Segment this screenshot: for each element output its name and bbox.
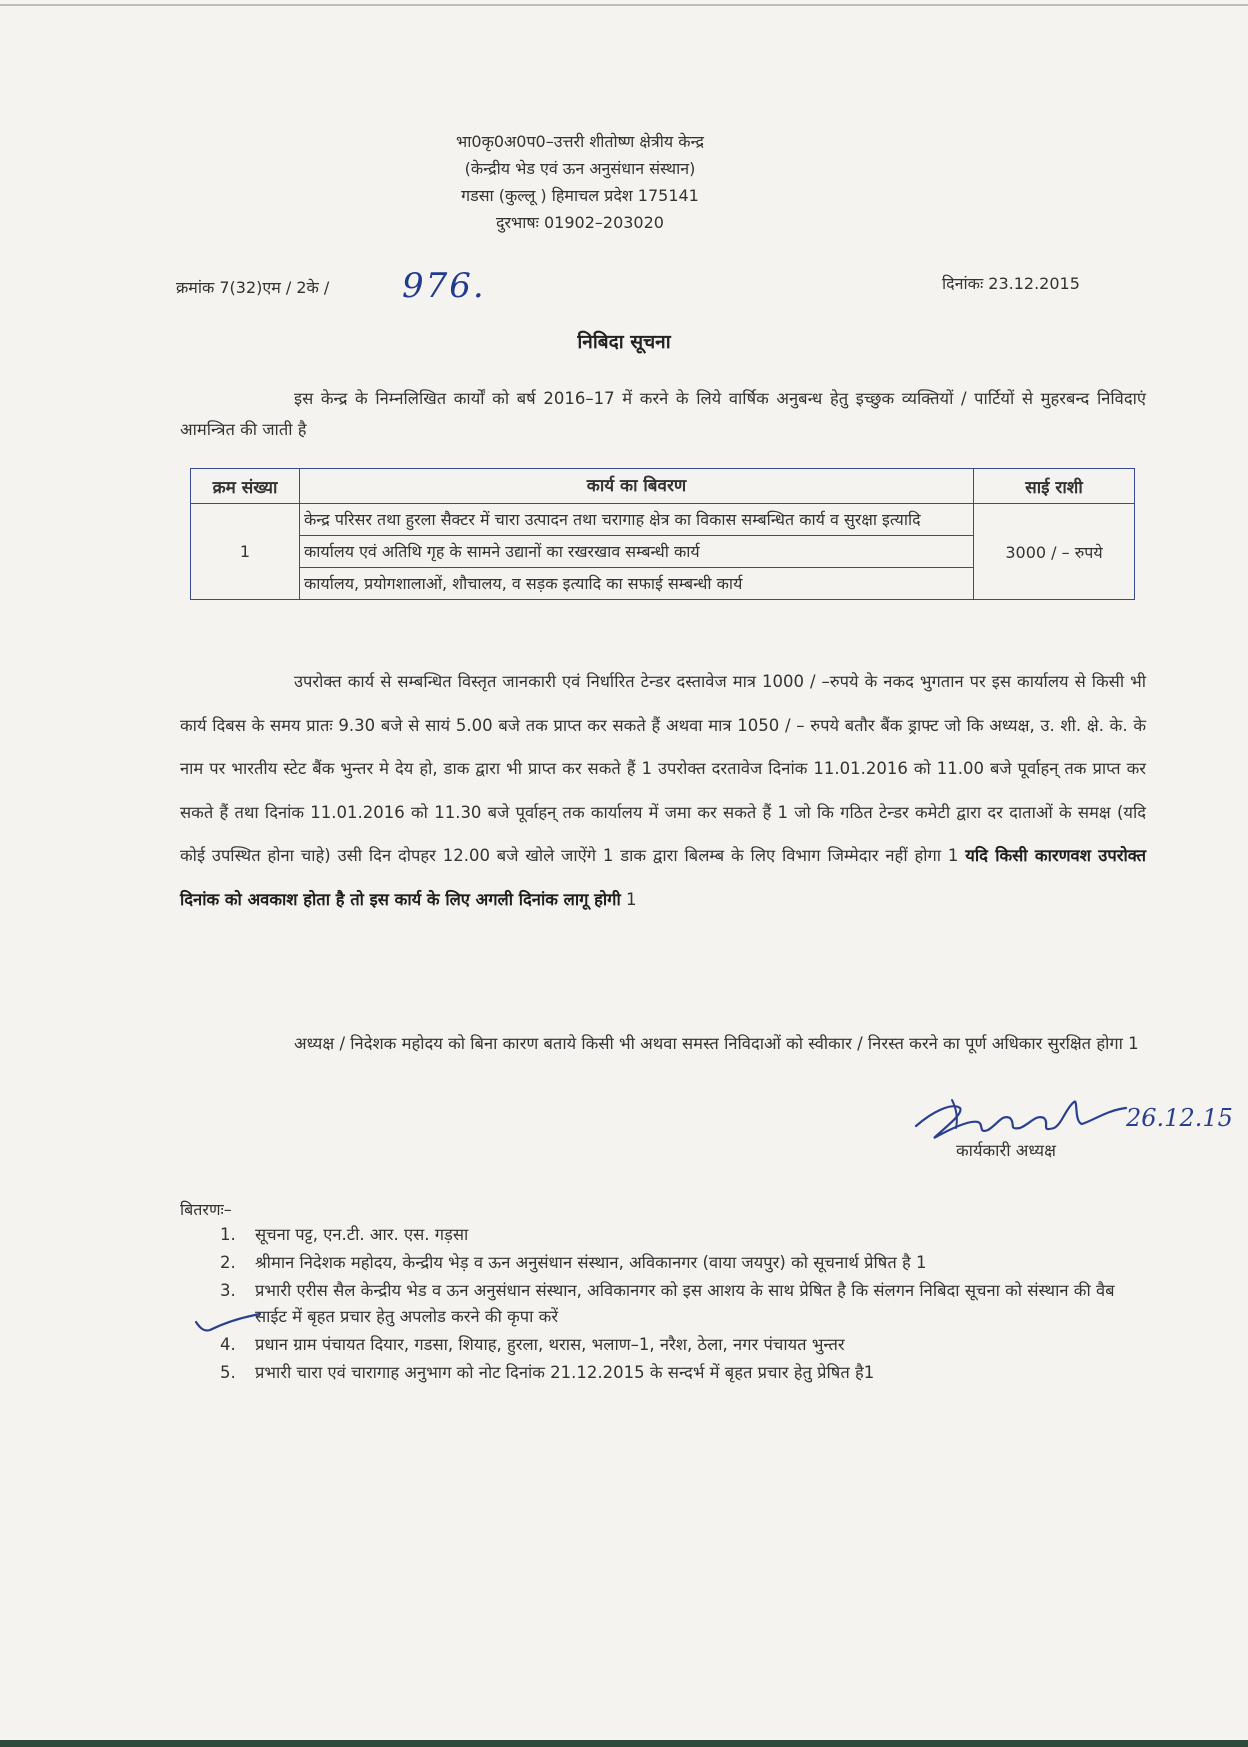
list-item-number: 5.	[220, 1363, 236, 1382]
signatory-role: कार्यकारी अध्यक्ष	[956, 1141, 1056, 1160]
work-description-cell: कार्यालय एवं अतिथि गृह के सामने उद्यानों का रखरखाव सम्बन्धी कार्य	[300, 536, 974, 568]
document-date: दिनांकः 23.12.2015	[942, 274, 1080, 293]
list-item-text: श्रीमान निदेशक महोदय, केन्द्रीय भेड़ व ऊन अनुसंधान संस्थान, अविकानगर (वाया जयपुर) को सूचनार्थ प्रेषित है 1	[255, 1253, 927, 1272]
scan-bottom-edge	[0, 1740, 1248, 1747]
works-table	[190, 468, 1135, 600]
col-header-amount: साई राशी	[974, 469, 1135, 504]
list-item-number: 1.	[220, 1225, 236, 1244]
work-description-cell: कार्यालय, प्रयोगशालाओं, शौचालय, व सड़क इत्यादि का सफाई सम्बन्धी कार्य	[300, 568, 974, 600]
handwritten-tick-mark	[192, 1310, 264, 1340]
list-item-text: प्रभारी चारा एवं चारागाह अनुभाग को नोट दिनांक 21.12.2015 के सन्दर्भ में बृहत प्रचार हेतु प्रेषित है1	[255, 1363, 875, 1382]
rights-paragraph: अध्यक्ष / निदेशक महोदय को बिना कारण बताये किसी भी अथवा समस्त निविदाओं को स्वीकार / निरस्त करने का पूर्ण अधिकार सुरक्षित होगा 1	[294, 1034, 1139, 1053]
list-item-text: प्रधान ग्राम पंचायत दियार, गडसा, शियाह, हुरला, थरास, भलाण–1, नरैश, ठेला, नगर पंचायत भुन्तर	[255, 1335, 845, 1354]
list-item	[180, 1360, 1140, 1386]
scan-top-edge	[0, 4, 1248, 6]
list-item	[180, 1222, 1140, 1248]
amount-cell: 3000 / – रुपये	[974, 504, 1135, 600]
list-item-text: प्रभारी एरीस सैल केन्द्रीय भेड व ऊन अनुसंधान संस्थान, अविकानगर को इस आशय के साथ प्रेषित है कि संलगन निबिदा सूचना को संस्थान की वैब साईट में बृहत प्रचार हेतु अपलोड करने की कृपा करें	[255, 1281, 1115, 1326]
letterhead-line-institute: भा0कृ0अ0प0–उत्तरी शीतोष्ण क्षेत्रीय केन्द्र	[456, 132, 704, 151]
list-item	[180, 1332, 1140, 1358]
list-item-number: 4.	[220, 1335, 236, 1354]
serial-cell: 1	[191, 504, 300, 600]
signature-date: 26.12.15	[1126, 1104, 1233, 1132]
letterhead-line-parent: (केन्द्रीय भेड एवं ऊन अनुसंधान संस्थान)	[464, 159, 696, 178]
holiday-clause-bold: यदि किसी कारणवश उपरोक्त दिनांक को अवकाश होता है तो इस कार्य के लिए अगली दिनांक लागू होगी	[180, 846, 1146, 909]
table-row	[191, 504, 1135, 536]
reference-number-label: क्रमांक 7(32)एम / 2के /	[176, 278, 330, 297]
letterhead-line-address: गडसा (कुल्लू ) हिमाचल प्रदेश 175141	[461, 186, 699, 205]
list-item-text: सूचना पट्ट, एन.टी. आर. एस. गड़सा	[255, 1225, 469, 1244]
list-item-number: 2.	[220, 1253, 236, 1272]
distribution-list	[180, 1222, 1140, 1388]
table-header-row	[191, 469, 1135, 504]
list-item	[180, 1250, 1140, 1276]
notice-title: निबिदा सूचना	[577, 331, 671, 353]
letterhead	[300, 128, 860, 236]
col-header-description: कार्य का बिवरण	[300, 469, 974, 504]
distribution-label: बितरणः–	[180, 1200, 232, 1219]
list-item	[180, 1278, 1140, 1330]
col-header-serial: क्रम संख्या	[191, 469, 300, 504]
letterhead-line-phone: दुरभाषः 01902–203020	[496, 213, 664, 232]
handwritten-reference-number: 976.	[402, 266, 486, 306]
tender-details-paragraph	[180, 660, 1146, 922]
tender-details-text: उपरोक्त कार्य से सम्बन्धित विस्तृत जानकारी एवं निर्धारित टेन्डर दस्तावेज मात्र 1000 / –रुपये के नकद भुगतान पर इस कार्यालय से किसी भी कार्य दिबस के समय प्रातः 9.30 बजे से सायं 5.00 बजे तक प्राप्त कर सकते हैं अथवा मात्र 1050 / – रुपये बतौर बैंक ड्राफ्ट जो कि अध्यक्ष, उ. शी. क्षे. के. के नाम पर भारतीय स्टेट बैंक भुन्तर मे देय हो, डाक द्वारा भी प्राप्त कर सकते हैं 1 उपरोक्त दरतावेज दिनांक 11.01.2016 को 11.00 बजे पूर्वाहन् तक प्राप्त कर सकते हैं तथा दिनांक 11.01.2016 को 11.30 बजे पूर्वाहन् तक कार्यालय में जमा कर सकते हैं 1 जो कि गठित टेन्डर कमेटी द्वारा दर दाताओं के समक्ष (यदि कोई उपस्थित होना चाहे) उसी दिन दोपहर 12.00 बजे खोले जाऐंगे 1 डाक द्वारा बिलम्ब के लिए विभाग जिम्मेदार नहीं होगा 1	[180, 672, 1146, 866]
intro-paragraph: इस केन्द्र के निम्नलिखित कार्यों को बर्ष 2016–17 में करने के लिये वार्षिक अनुबन्ध हेतु इच्छुक व्यक्तियों / पार्टियों से मुहरबन्द निविदाएं आमन्त्रित की जाती है	[180, 389, 1146, 439]
paragraph-end-mark: 1	[620, 889, 637, 909]
work-description-cell: केन्द्र परिसर तथा हुरला सैक्टर में चारा उत्पादन तथा चरागाह क्षेत्र का विकास सम्बन्धित कार्य व सुरक्षा इत्यादि	[300, 504, 974, 536]
list-item-number: 3.	[220, 1281, 236, 1300]
